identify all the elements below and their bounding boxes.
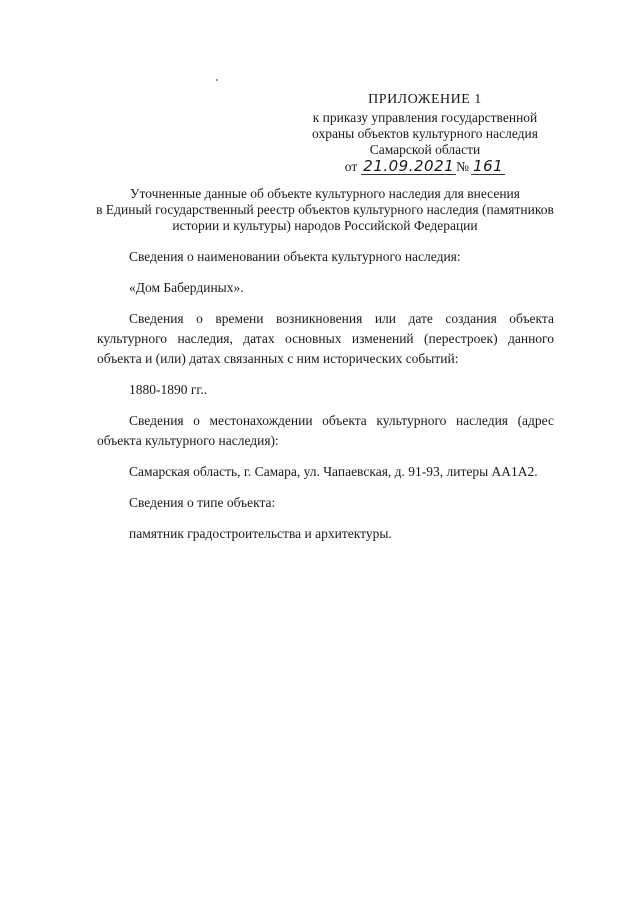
name-label: Сведения о наименовании объекта культурного наследия: [129, 249, 461, 264]
appendix-line: к приказу управления государственной [312, 110, 538, 125]
order-date: 21.09.2021 [363, 157, 455, 175]
appendix-title: ПРИЛОЖЕНИЕ 1 [368, 92, 482, 107]
name-value: «Дом Бабердиных». [129, 280, 244, 295]
time-label: Сведения о времени возникновения или дате создания объекта культурного наследия, датах основных изменений (перестроек) данного объекта и (или) датах связанных с ним исторических событий: [97, 311, 554, 366]
order-number: 161 [473, 157, 504, 175]
order-reference [300, 159, 550, 175]
appendix-block [300, 92, 550, 175]
document-body [97, 247, 554, 555]
heading-line: истории и культуры) народов Российской Федерации [172, 218, 478, 233]
order-number-label: № [456, 159, 470, 174]
scan-speck [216, 79, 218, 81]
location-value: Самарская область, г. Самара, ул. Чапаевская, д. 91-93, литеры АА1А2. [129, 464, 538, 479]
time-value: 1880-1890 гг.. [129, 382, 208, 397]
type-label: Сведения о типе объекта: [129, 495, 276, 510]
heading-line: Уточненные данные об объекте культурного наследия для внесения [129, 186, 520, 201]
document-heading [70, 186, 580, 234]
order-prefix: от [344, 159, 358, 174]
appendix-line: Самарской области [369, 142, 481, 157]
location-label: Сведения о местонахождении объекта культурного наследия (адрес объекта культурного наследия): [97, 413, 554, 448]
appendix-line: охраны объектов культурного наследия [312, 126, 538, 141]
heading-line: в Единый государственный реестр объектов культурного наследия (памятников [96, 202, 554, 217]
type-value: памятник градостроительства и архитектуры. [129, 526, 392, 541]
